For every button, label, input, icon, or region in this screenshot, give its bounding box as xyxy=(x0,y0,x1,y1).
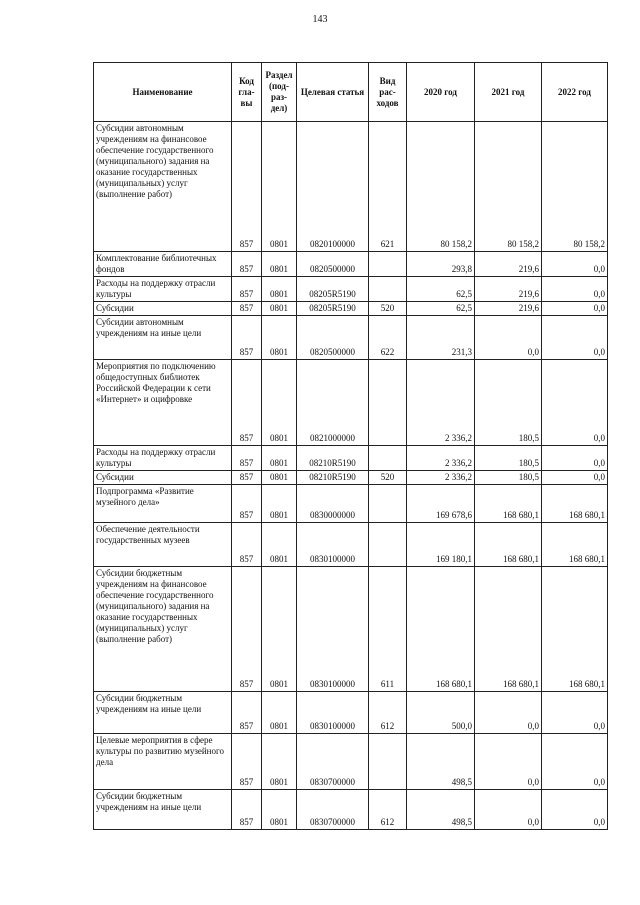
value-2021-cell: 80 158,2 xyxy=(475,122,542,252)
name-cell: Субсидии xyxy=(94,471,232,485)
value-2021-cell: 219,6 xyxy=(475,277,542,302)
value-2021-cell: 168 680,1 xyxy=(475,523,542,567)
header-2020: 2020 год xyxy=(407,63,475,122)
value-2020-cell: 498,5 xyxy=(407,790,475,830)
target-cell: 08210R5190 xyxy=(297,446,369,471)
table-row xyxy=(94,316,608,360)
header-section: Раздел (под- раз- дел) xyxy=(262,63,297,122)
target-cell: 0830700000 xyxy=(297,734,369,790)
table-row xyxy=(94,485,608,523)
value-2021-cell: 168 680,1 xyxy=(475,485,542,523)
section-cell: 0801 xyxy=(262,277,297,302)
value-2022-cell: 0,0 xyxy=(542,360,608,446)
section-cell: 0801 xyxy=(262,471,297,485)
value-2022-cell: 0,0 xyxy=(542,252,608,277)
section-cell: 0801 xyxy=(262,523,297,567)
kind-cell xyxy=(369,523,407,567)
name-cell: Расходы на поддержку отрасли культуры xyxy=(94,446,232,471)
table-row xyxy=(94,360,608,446)
chapter-cell: 857 xyxy=(232,567,262,692)
value-2022-cell: 0,0 xyxy=(542,471,608,485)
value-2022-cell: 0,0 xyxy=(542,734,608,790)
value-2021-cell: 219,6 xyxy=(475,252,542,277)
chapter-cell: 857 xyxy=(232,277,262,302)
value-2020-cell: 2 336,2 xyxy=(407,471,475,485)
value-2020-cell: 169 180,1 xyxy=(407,523,475,567)
target-cell: 0821000000 xyxy=(297,360,369,446)
chapter-cell: 857 xyxy=(232,446,262,471)
target-cell: 08205R5190 xyxy=(297,277,369,302)
value-2022-cell: 0,0 xyxy=(542,446,608,471)
value-2021-cell: 168 680,1 xyxy=(475,567,542,692)
target-cell: 0830100000 xyxy=(297,523,369,567)
target-cell: 0830100000 xyxy=(297,567,369,692)
name-cell: Субсидии бюджетным учреждениям на иные цели xyxy=(94,692,232,734)
kind-cell xyxy=(369,734,407,790)
section-cell: 0801 xyxy=(262,485,297,523)
kind-cell: 612 xyxy=(369,790,407,830)
chapter-cell: 857 xyxy=(232,316,262,360)
table-row xyxy=(94,523,608,567)
value-2020-cell: 2 336,2 xyxy=(407,446,475,471)
chapter-cell: 857 xyxy=(232,252,262,277)
value-2020-cell: 293,8 xyxy=(407,252,475,277)
target-cell: 08210R5190 xyxy=(297,471,369,485)
table-row xyxy=(94,122,608,252)
target-cell: 0830700000 xyxy=(297,790,369,830)
header-kind: Вид рас- ходов xyxy=(369,63,407,122)
value-2020-cell: 80 158,2 xyxy=(407,122,475,252)
value-2020-cell: 2 336,2 xyxy=(407,360,475,446)
value-2021-cell: 0,0 xyxy=(475,316,542,360)
value-2022-cell: 0,0 xyxy=(542,302,608,316)
header-2021: 2021 год xyxy=(475,63,542,122)
table-row xyxy=(94,471,608,485)
value-2022-cell: 168 680,1 xyxy=(542,485,608,523)
kind-cell: 520 xyxy=(369,302,407,316)
value-2021-cell: 180,5 xyxy=(475,360,542,446)
kind-cell: 611 xyxy=(369,567,407,692)
target-cell: 0820500000 xyxy=(297,316,369,360)
chapter-cell: 857 xyxy=(232,523,262,567)
table-row xyxy=(94,252,608,277)
value-2022-cell: 80 158,2 xyxy=(542,122,608,252)
value-2021-cell: 180,5 xyxy=(475,446,542,471)
chapter-cell: 857 xyxy=(232,790,262,830)
name-cell: Обеспечение деятельности государственных музеев xyxy=(94,523,232,567)
value-2022-cell: 0,0 xyxy=(542,790,608,830)
header-name: Наименование xyxy=(94,63,232,122)
section-cell: 0801 xyxy=(262,567,297,692)
section-cell: 0801 xyxy=(262,692,297,734)
chapter-cell: 857 xyxy=(232,471,262,485)
value-2020-cell: 231,3 xyxy=(407,316,475,360)
page-number: 143 xyxy=(312,14,328,25)
section-cell: 0801 xyxy=(262,252,297,277)
target-cell: 08205R5190 xyxy=(297,302,369,316)
kind-cell: 622 xyxy=(369,316,407,360)
section-cell: 0801 xyxy=(262,446,297,471)
value-2021-cell: 180,5 xyxy=(475,471,542,485)
name-cell: Мероприятия по подключению общедоступных библиотек Российской Федерации к сети «Интернет» и оцифровке xyxy=(94,360,232,446)
chapter-cell: 857 xyxy=(232,122,262,252)
name-cell: Субсидии бюджетным учреждениям на иные цели xyxy=(94,790,232,830)
section-cell: 0801 xyxy=(262,122,297,252)
value-2021-cell: 0,0 xyxy=(475,692,542,734)
target-cell: 0830000000 xyxy=(297,485,369,523)
kind-cell: 621 xyxy=(369,122,407,252)
budget-table xyxy=(93,62,608,830)
table-row xyxy=(94,567,608,692)
section-cell: 0801 xyxy=(262,790,297,830)
chapter-cell: 857 xyxy=(232,302,262,316)
name-cell: Субсидии xyxy=(94,302,232,316)
name-cell: Субсидии автономным учреждениям на финансовое обеспечение государственного (муниципального) задания на оказание государственных (муниципальных) услуг (выполнение работ) xyxy=(94,122,232,252)
value-2021-cell: 0,0 xyxy=(475,790,542,830)
name-cell: Субсидии автономным учреждениям на иные цели xyxy=(94,316,232,360)
value-2020-cell: 169 678,6 xyxy=(407,485,475,523)
value-2022-cell: 0,0 xyxy=(542,277,608,302)
header-2022: 2022 год xyxy=(542,63,608,122)
value-2020-cell: 62,5 xyxy=(407,277,475,302)
chapter-cell: 857 xyxy=(232,360,262,446)
value-2021-cell: 219,6 xyxy=(475,302,542,316)
header-chapter: Код гла- вы xyxy=(232,63,262,122)
table-body xyxy=(94,122,608,830)
table-row xyxy=(94,277,608,302)
value-2022-cell: 0,0 xyxy=(542,316,608,360)
value-2020-cell: 168 680,1 xyxy=(407,567,475,692)
table-row xyxy=(94,692,608,734)
chapter-cell: 857 xyxy=(232,734,262,790)
chapter-cell: 857 xyxy=(232,692,262,734)
kind-cell xyxy=(369,360,407,446)
target-cell: 0820500000 xyxy=(297,252,369,277)
kind-cell xyxy=(369,446,407,471)
kind-cell xyxy=(369,277,407,302)
table-row xyxy=(94,446,608,471)
value-2022-cell: 168 680,1 xyxy=(542,523,608,567)
value-2020-cell: 500,0 xyxy=(407,692,475,734)
header-target: Целевая статья xyxy=(297,63,369,122)
value-2022-cell: 0,0 xyxy=(542,692,608,734)
section-cell: 0801 xyxy=(262,316,297,360)
name-cell: Расходы на поддержку отрасли культуры xyxy=(94,277,232,302)
table-row xyxy=(94,734,608,790)
value-2022-cell: 168 680,1 xyxy=(542,567,608,692)
value-2021-cell: 0,0 xyxy=(475,734,542,790)
name-cell: Комплектование библиотечных фондов xyxy=(94,252,232,277)
name-cell: Подпрограмма «Развитие музейного дела» xyxy=(94,485,232,523)
name-cell: Субсидии бюджетным учреждениям на финансовое обеспечение государственного (муниципального) задания на оказание государственных (муниципальных) услуг (выполнение работ) xyxy=(94,567,232,692)
section-cell: 0801 xyxy=(262,734,297,790)
section-cell: 0801 xyxy=(262,360,297,446)
target-cell: 0820100000 xyxy=(297,122,369,252)
value-2020-cell: 62,5 xyxy=(407,302,475,316)
table-row xyxy=(94,790,608,830)
kind-cell: 612 xyxy=(369,692,407,734)
header-row xyxy=(94,63,608,122)
chapter-cell: 857 xyxy=(232,485,262,523)
kind-cell xyxy=(369,485,407,523)
kind-cell xyxy=(369,252,407,277)
section-cell: 0801 xyxy=(262,302,297,316)
kind-cell: 520 xyxy=(369,471,407,485)
target-cell: 0830100000 xyxy=(297,692,369,734)
name-cell: Целевые мероприятия в сфере культуры по развитию музейного дела xyxy=(94,734,232,790)
value-2020-cell: 498,5 xyxy=(407,734,475,790)
table-row xyxy=(94,302,608,316)
